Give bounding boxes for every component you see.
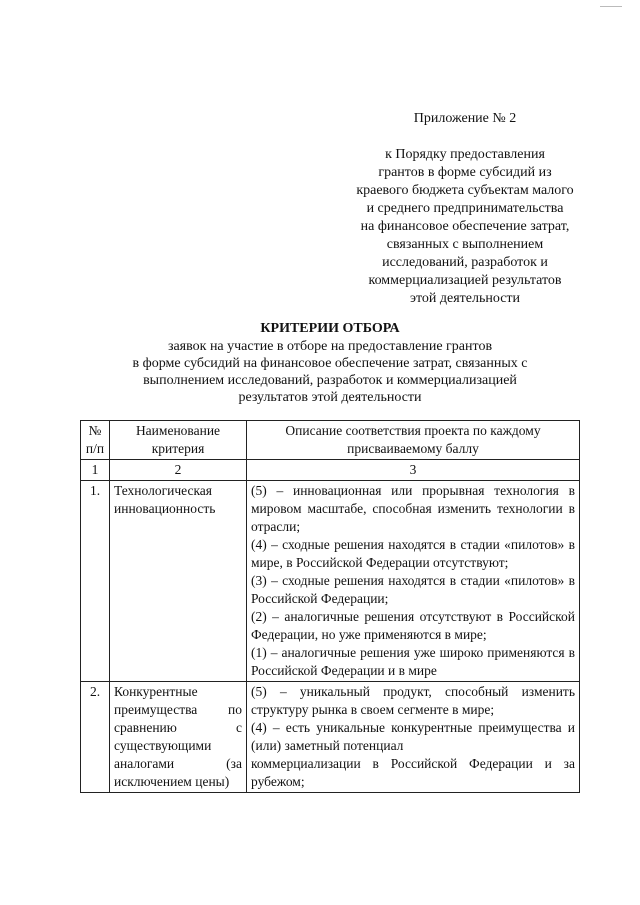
criterion-description [247, 682, 580, 793]
score-item: (5) – уникальный продукт, способный изменить структуру рынка в своем сегменте в мире; [251, 684, 575, 717]
appendix-line: исследований, разработок и [382, 255, 548, 270]
table-header-row [81, 421, 580, 460]
header-criterion-name: Наименование критерия [110, 421, 247, 460]
score-item: (4) – есть уникальные конкурентные преимущества и (или) заметный потенциал [251, 720, 575, 753]
colnum-cell: 2 [110, 460, 247, 481]
table-colnum-row [81, 460, 580, 481]
appendix-block [348, 110, 582, 308]
appendix-line: грантов в форме субсидий из [378, 165, 552, 180]
criteria-table [80, 420, 580, 793]
colnum-cell: 3 [247, 460, 580, 481]
appendix-line: и среднего предпринимательства [366, 201, 564, 216]
appendix-line: связанных с выполнением [386, 237, 544, 252]
row-number: 1. [81, 481, 110, 682]
criteria-subtitle-line: результатов этой деятельности [238, 390, 422, 405]
score-item: коммерциализации в Российской Федерации и за рубежом; [251, 756, 575, 789]
appendix-title: Приложение № 2 [413, 111, 517, 126]
criteria-subtitle-line: заявок на участие в отборе на предоставление грантов [167, 339, 493, 354]
colnum-cell: 1 [81, 460, 110, 481]
appendix-line: коммерциализацией результатов [368, 273, 562, 288]
criterion-name: Конкурентные преимущества по сравнению с существующими аналогами (за исключением цены) [110, 682, 247, 793]
criterion-name: Технологическая инновационность [110, 481, 247, 682]
appendix-line: к Порядку предоставления [385, 147, 545, 162]
appendix-line: этой деятельности [409, 291, 521, 306]
criteria-title: КРИТЕРИИ ОТБОРА [260, 321, 400, 336]
score-item: (5) – инновационная или прорывная технология в мировом масштабе, способная изменить технологии в отрасли; [251, 483, 575, 534]
table-row [81, 481, 580, 682]
table-row [81, 682, 580, 793]
criterion-description [247, 481, 580, 682]
criteria-subtitle-line: в форме субсидий на финансовое обеспечение затрат, связанных с [132, 356, 528, 371]
header-description: Описание соответствия проекта по каждому присваиваемому баллу [247, 421, 580, 460]
header-number: № п/п [81, 421, 110, 460]
appendix-line: краевого бюджета субъектам малого [356, 183, 574, 198]
score-item: (2) – аналогичные решения отсутствуют в Российской Федерации, но уже применяются в мире; [251, 609, 575, 642]
criteria-subtitle [80, 338, 580, 406]
score-item: (4) – сходные решения находятся в стадии «пилотов» в мире, в Российской Федерации отсутствуют; [251, 537, 575, 570]
appendix-line: на финансовое обеспечение затрат, [360, 219, 570, 234]
score-item: (1) – аналогичные решения уже широко применяются в Российской Федерации и в мире [251, 645, 575, 678]
score-item: (3) – сходные решения находятся в стадии «пилотов» в Российской Федерации; [251, 573, 575, 606]
corner-mark [600, 6, 622, 7]
row-number: 2. [81, 682, 110, 793]
criteria-subtitle-line: выполнением исследований, разработок и коммерциализацией [143, 373, 517, 388]
